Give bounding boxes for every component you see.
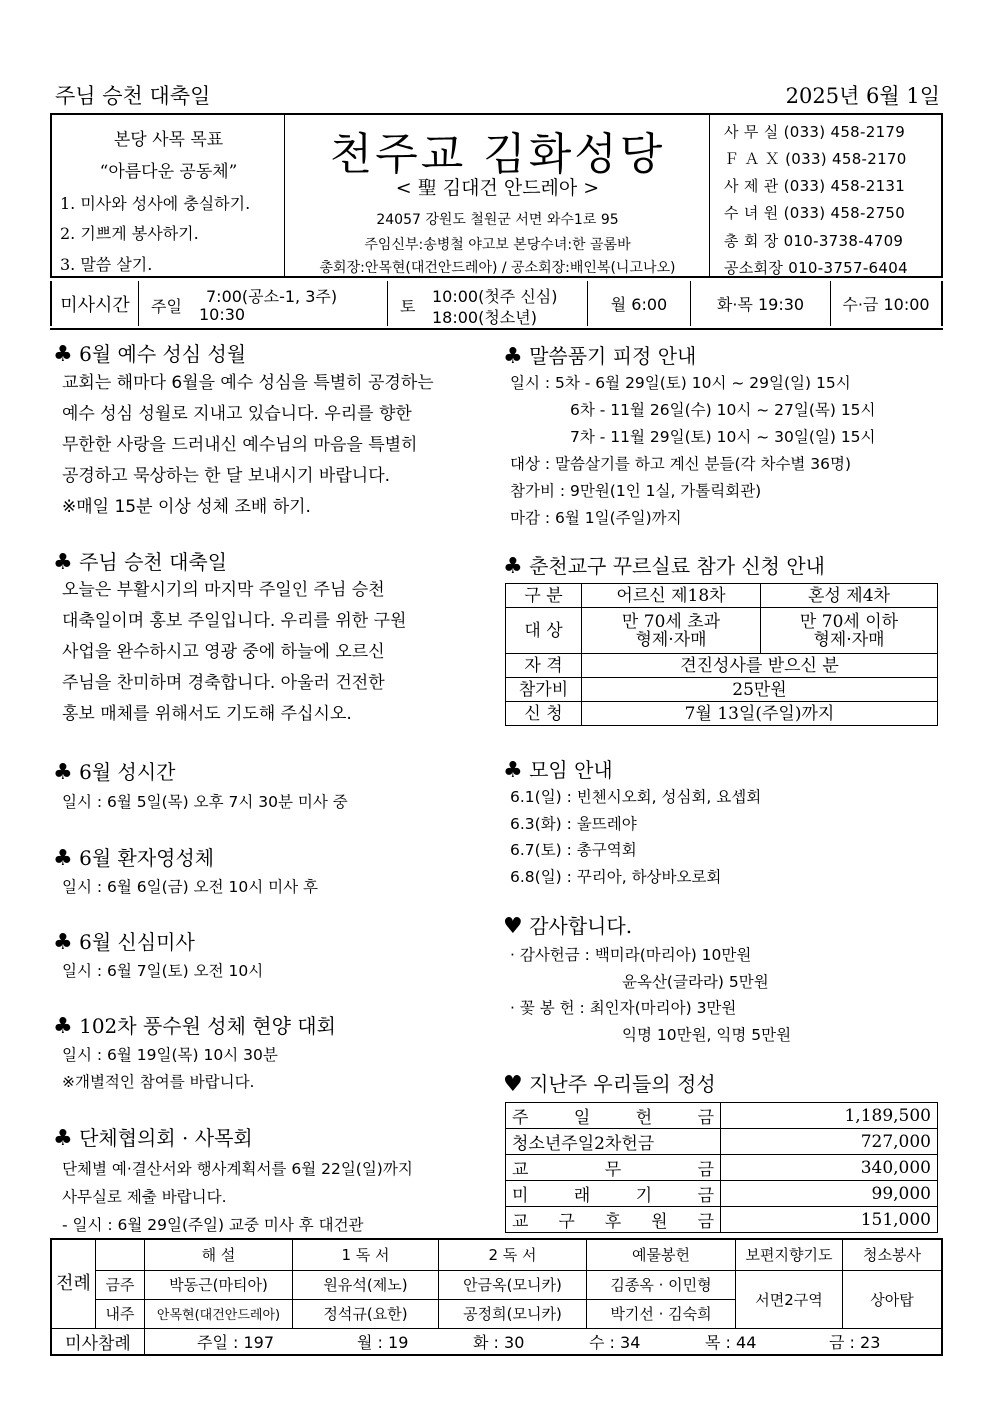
sunday-label: 주일 [151,297,182,316]
sunday-mass [139,281,388,326]
table-cell: 7월 13일(주일)까지 [582,702,938,726]
saturday-mass [388,281,588,326]
section-body: 일시 : 6월 6일(금) 오전 10시 미사 후 [62,878,318,896]
goal-item: 2. 기쁘게 봉사하기. [60,224,199,243]
wed-fri-mass: 수·금 10:00 [831,281,943,326]
this-week-label: 금주 [96,1270,145,1299]
section-body: 단체별 예·결산서와 행사계획서를 6월 22일(일)까지 사무실로 제출 바랍니다. - 일시 : 6월 29일(주일) 교중 미사 후 대건관 [62,1160,413,1234]
next-week-label: 내주 [96,1299,145,1328]
retreat-info: 일시 : 5차 - 6월 29일(토) 10시 ~ 29일(일) 15시 6차 - 11월 26일(수) 10시 ~ 27일(목) 15시 7차 - 11월 29일(토) 10시 ~ 30일(일) 15시 대상 : 말씀살기를 하고 계신 분들(각 차수별 36명) 참가비 : 9만원(1인 1실, 가톨릭회관) 마감 : 6월 1일(주일)까지 [510,374,876,527]
donation-amount: 1,189,500 [721,1103,938,1129]
liturgy-table [50,1238,943,1356]
attendance-tue: 화 : 30 [473,1332,525,1352]
saturday-time: 10:00(첫주 신심) [432,287,558,306]
table-cell: 견진성사를 받으신 분 [582,654,938,678]
council-line: 총회장:안목현(대건안드레아) / 공소회장:배인복(니고나오) [319,260,676,276]
sunday-time: 7:00(공소-1, 3주) [206,287,338,306]
contact-line: Ｆ Ａ Ｘ (033) 458-2170 [724,150,907,168]
meetings-list: 6.1(일) : 빈첸시오회, 성심회, 요셉회 6.3(화) : 울뜨레야 6.7(토) : 총구역회 6.8(일) : 꾸리아, 하상바오로회 [510,788,762,886]
section-title: ♣ 6월 환자영성체 [53,846,215,871]
table-cell: 안금옥(모니카) [439,1270,587,1299]
goal-item: 1. 미사와 성사에 충실하기. [60,194,251,213]
heart-icon: ♥ [503,1072,523,1097]
section-title: ♣ 말씀품기 피정 안내 [503,344,697,369]
table-cell: 정석규(요한) [293,1299,439,1328]
donation-amount: 99,000 [721,1181,938,1207]
section-title: ♣ 6월 신심미사 [53,930,195,955]
tue-thu-mass: 화·목 19:30 [691,281,831,326]
table-header: 청소봉사 [843,1239,943,1270]
table-header: 어르신 제18차 [582,584,761,608]
section-title: ♣ 단체협의회 · 사목회 [53,1126,253,1151]
table-header: 예물봉헌 [587,1239,736,1270]
table-cell: 공정희(모니카) [439,1299,587,1328]
contacts [710,115,943,276]
section-body: 오늘은 부활시기의 마지막 주일인 주님 승천 대축일이며 홍보 주일입니다. 우리를 위한 구원 사업을 완수하시고 영광 중에 하늘에 오르신 주님을 찬미하며 경축합니다. 아울러 건전한 홍보 매체를 위해서도 기도해 주십시오. [62,580,407,724]
table-cell: 참가비 [506,678,582,702]
section-body: ※개별적인 참여를 바랍니다. [62,1073,255,1091]
donation-label: 미 래 기 금 [506,1181,721,1207]
church-address: 24057 강원도 철원군 서면 와수1로 95 [376,212,619,228]
table-cell: 만 70세 초과 형제·자매 [582,608,761,654]
goals-motto: “아름다운 공동체” [99,162,238,182]
section-title: ♣ 102차 풍수원 성체 현양 대회 [53,1014,336,1039]
table-cell: 안목현(대건안드레아) [145,1299,293,1328]
attendance-thu: 목 : 44 [705,1332,757,1352]
donation-amount: 151,000 [721,1207,938,1233]
table-cell: 김종옥 · 이민형 [587,1270,736,1299]
cursillo-table [505,583,938,726]
attendance-fri: 금 : 23 [829,1332,881,1352]
clergy-line: 주임신부:송병철 야고보 본당수녀:한 골롬바 [364,237,631,253]
section-title: ♣ 주님 승천 대축일 [53,550,228,575]
liturgy-label: 전례 [51,1239,96,1328]
section-title: ♥ 지난주 우리들의 정성 [503,1072,716,1097]
goal-item: 3. 말씀 살기. [60,255,153,274]
club-icon: ♣ [53,550,73,575]
table-cell: 박동근(마티아) [145,1270,293,1299]
contact-line: 수 녀 원 (033) 458-2750 [724,204,906,222]
club-icon: ♣ [53,1126,73,1151]
club-icon: ♣ [503,758,523,783]
monday-mass: 월 6:00 [588,281,691,326]
section-body: 일시 : 6월 5일(목) 오후 7시 30분 미사 중 [62,793,348,811]
table-cell: 자 격 [506,654,582,678]
table-header: 1 독 서 [293,1239,439,1270]
table-cell: 신 청 [506,702,582,726]
table-header [96,1239,145,1270]
attendance-label: 미사참례 [51,1328,145,1355]
mass-times [50,279,943,330]
donation-label: 청소년주일2차헌금 [506,1129,721,1155]
attendance-sunday: 주일 : 197 [197,1332,275,1352]
donation-label: 교 무 금 [506,1155,721,1181]
table-header: 해 설 [145,1239,293,1270]
club-icon: ♣ [53,1014,73,1039]
club-icon: ♣ [503,344,523,369]
mass-times-label: 미사시간 [50,281,139,326]
section-title: ♣ 모임 안내 [503,758,613,783]
club-icon: ♣ [503,554,523,579]
table-cell: 대 상 [506,608,582,654]
patron-saint: < 聖 김대건 안드레아 > [395,177,600,199]
club-icon: ♣ [53,760,73,785]
contact-line: 총 회 장 010-3738-4709 [724,232,904,250]
saturday-label: 토 [400,297,416,316]
church-name: 천주교 김화성당 [329,129,666,180]
donation-label: 주 일 헌 금 [506,1103,721,1129]
club-icon: ♣ [53,342,73,367]
table-header: 2 독 서 [439,1239,587,1270]
sunday-time: 10:30 [199,305,246,324]
thanks-list: · 감사헌금 : 백미라(마리아) 10만원 윤옥산(글라라) 5만원 · 꽃 봉 헌 : 최인자(마리아) 3만원 익명 10만원, 익명 5만원 [510,946,792,1044]
section-title: ♣ 춘천교구 꾸르실료 참가 신청 안내 [503,554,826,579]
table-header: 구 분 [506,584,582,608]
donation-label: 교 구 후 원 금 [506,1207,721,1233]
table-cell: 만 70세 이하 형제·자매 [761,608,938,654]
heart-icon: ♥ [503,914,523,939]
cleaning-assignment: 상아탑 [843,1270,943,1328]
saturday-time: 18:00(청소년) [432,308,537,327]
section-body: 교회는 해마다 6월을 예수 성심을 특별히 공경하는 예수 성심 성월로 지내고 있습니다. 우리를 향한 무한한 사랑을 드러내신 예수님의 마음을 특별히 공경하고 묵상하는 한 달 보내시기 바랍니다. ※매일 15분 이상 성체 조배 하기. [62,373,434,517]
donation-table [505,1102,938,1233]
goals-title: 본당 사목 목표 [113,130,224,150]
section-title: ♥ 감사합니다. [503,914,633,939]
donation-amount: 727,000 [721,1129,938,1155]
table-header: 혼성 제4차 [761,584,938,608]
table-cell: 원유석(제노) [293,1270,439,1299]
header-box [50,113,943,278]
section-title: ♣ 6월 성시간 [53,760,176,785]
contact-line: 사 무 실 (033) 458-2179 [724,123,906,141]
table-cell: 25만원 [582,678,938,702]
church-info [285,115,710,276]
bulletin-date: 2025년 6월 1일 [785,84,940,108]
prayer-assignment: 서면2구역 [736,1270,843,1328]
contact-line: 공소회장 010-3757-6404 [724,259,908,277]
section-title: ♣ 6월 예수 성심 성월 [53,342,247,367]
attendance-wed: 수 : 34 [589,1332,641,1352]
contact-line: 사 제 관 (033) 458-2131 [724,177,906,195]
club-icon: ♣ [53,930,73,955]
table-header: 보편지향기도 [736,1239,843,1270]
attendance-row [145,1328,943,1355]
section-body: 일시 : 6월 7일(토) 오전 10시 [62,962,264,980]
club-icon: ♣ [53,846,73,871]
feast-title: 주님 승천 대축일 [55,84,211,108]
section-body: 일시 : 6월 19일(목) 10시 30분 [62,1046,278,1064]
pastoral-goals [52,115,285,276]
attendance-mon: 월 : 19 [357,1332,409,1352]
table-cell: 박기선 · 김숙희 [587,1299,736,1328]
donation-amount: 340,000 [721,1155,938,1181]
